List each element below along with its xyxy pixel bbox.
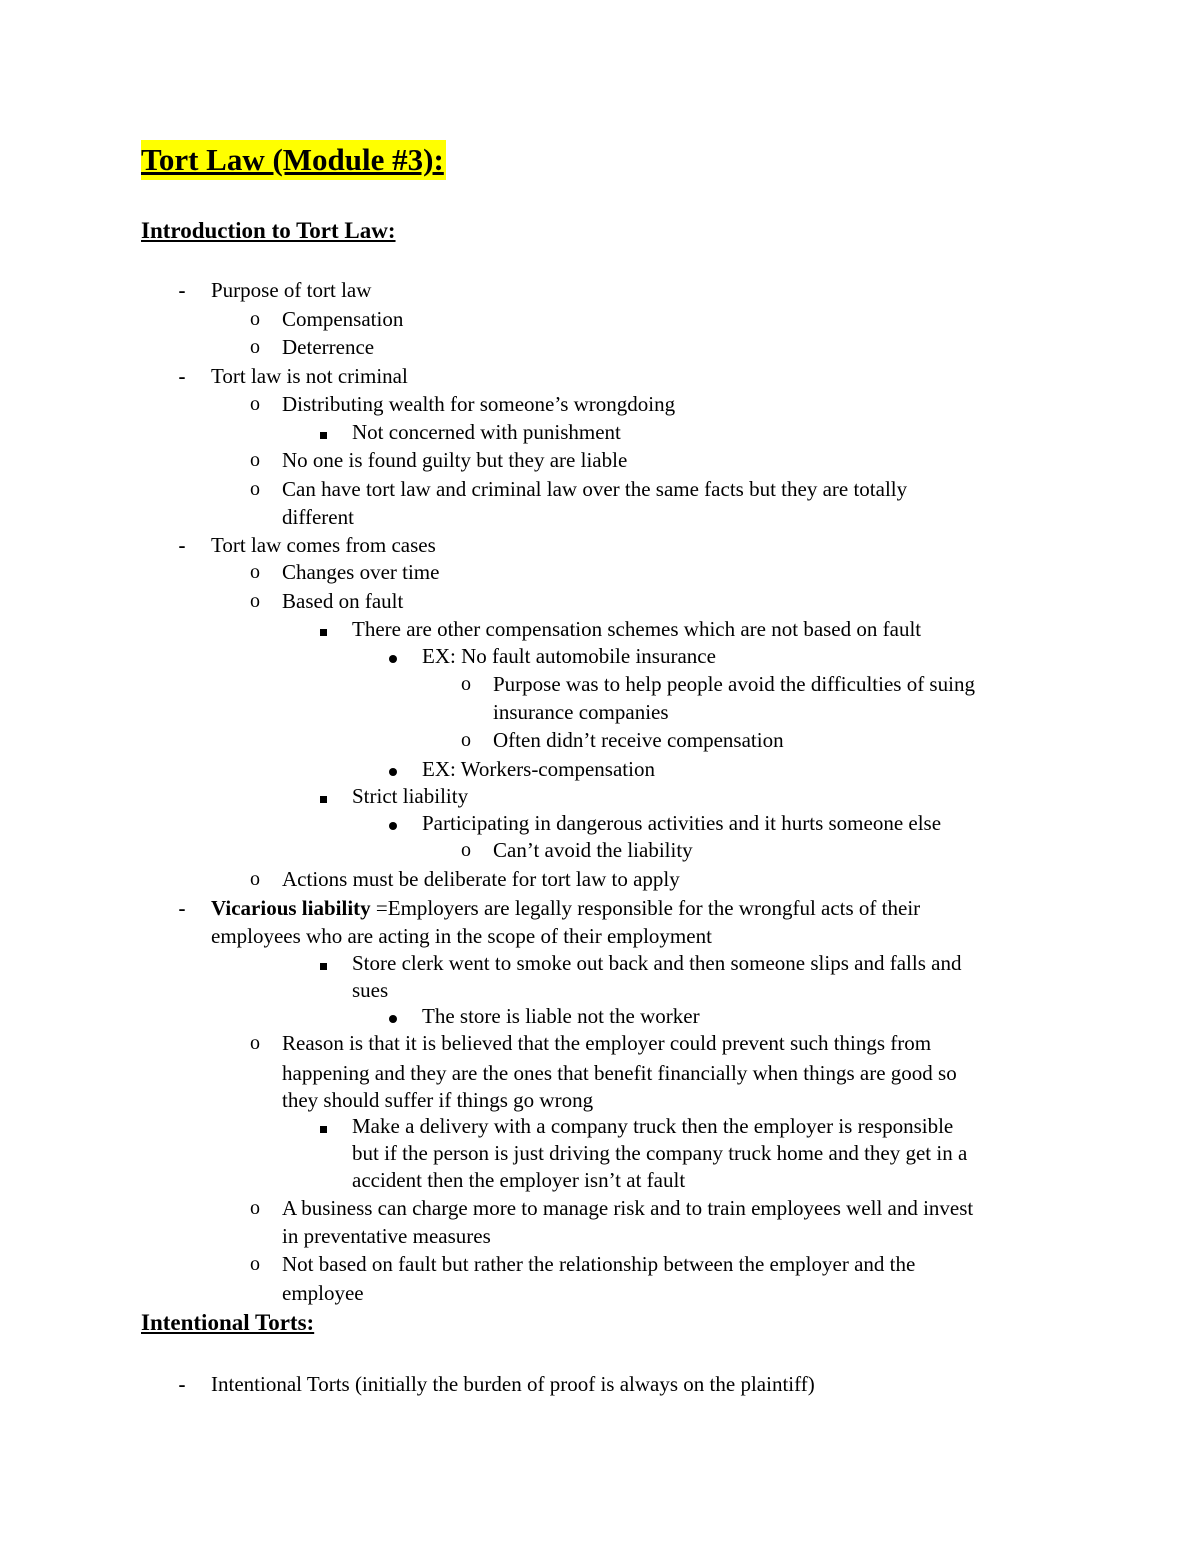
list-item: Not concerned with punishment xyxy=(352,420,621,444)
circle-bullet: o xyxy=(250,336,260,358)
definition-text: =Employers are legally responsible for the wrongful acts of their xyxy=(370,896,921,920)
list-item-continuation: but if the person is just driving the company truck home and they get in a xyxy=(352,1141,968,1165)
list-item: A business can charge more to manage risk and to train employees well and invest xyxy=(282,1196,974,1220)
list-item: Intentional Torts (initially the burden of proof is always on the plaintiff) xyxy=(211,1372,815,1396)
round-bullet xyxy=(381,1002,405,1030)
dash-bullet: - xyxy=(178,278,186,302)
circle-bullet: o xyxy=(461,729,471,751)
list-item: Can’t avoid the liability xyxy=(493,838,693,862)
list-item: There are other compensation schemes which are not based on fault xyxy=(352,617,922,641)
list-item-continuation: employee xyxy=(282,1281,364,1305)
list-item-continuation: employees who are acting in the scope of their employment xyxy=(211,924,712,948)
circle-bullet: o xyxy=(250,393,260,415)
list-item-continuation: happening and they are the ones that benefit financially when things are good so xyxy=(282,1061,957,1085)
dash-bullet: - xyxy=(178,364,186,388)
list-item: Make a delivery with a company truck then the employer is responsible xyxy=(352,1114,954,1138)
list-item: Based on fault xyxy=(282,589,404,613)
list-item-continuation: they should suffer if things go wrong xyxy=(282,1088,594,1112)
term-vicarious-liability: Vicarious liability xyxy=(211,896,371,920)
square-bullet xyxy=(311,1112,335,1140)
list-item: Distributing wealth for someone’s wrongdoing xyxy=(282,392,676,416)
list-item: Participating in dangerous activities and it hurts someone else xyxy=(422,811,942,835)
circle-bullet: o xyxy=(461,839,471,861)
circle-bullet: o xyxy=(250,449,260,471)
list-item-continuation: accident then the employer isn’t at fault xyxy=(352,1168,686,1192)
section-heading-introduction: Introduction to Tort Law: xyxy=(141,218,396,243)
square-bullet xyxy=(311,615,335,643)
list-item: Not based on fault but rather the relationship between the employer and the xyxy=(282,1252,916,1276)
circle-bullet: o xyxy=(250,868,260,890)
list-item: The store is liable not the worker xyxy=(422,1004,700,1028)
list-item: EX: No fault automobile insurance xyxy=(422,644,716,668)
square-bullet xyxy=(311,782,335,810)
list-item: No one is found guilty but they are liable xyxy=(282,448,628,472)
list-item: Purpose of tort law xyxy=(211,278,372,302)
square-bullet xyxy=(311,418,335,446)
list-item: Can have tort law and criminal law over the same facts but they are totally xyxy=(282,477,908,501)
circle-bullet: o xyxy=(250,561,260,583)
list-item: Actions must be deliberate for tort law to apply xyxy=(282,867,680,891)
list-item: Often didn’t receive compensation xyxy=(493,728,784,752)
list-item: EX: Workers-compensation xyxy=(422,757,655,781)
circle-bullet: o xyxy=(250,1197,260,1219)
round-bullet xyxy=(381,642,405,670)
dash-bullet: - xyxy=(178,1372,186,1396)
list-item: Strict liability xyxy=(352,784,469,808)
dash-bullet: - xyxy=(178,533,186,557)
circle-bullet: o xyxy=(250,1032,260,1054)
square-bullet xyxy=(311,949,335,977)
section-heading-intentional-torts: Intentional Torts: xyxy=(141,1310,315,1335)
list-item: Compensation xyxy=(282,307,404,331)
list-item: Reason is that it is believed that the employer could prevent such things from xyxy=(282,1031,932,1055)
list-item-continuation: sues xyxy=(352,978,389,1002)
list-item: Store clerk went to smoke out back and then someone slips and falls and xyxy=(352,951,962,975)
dash-bullet: - xyxy=(178,896,186,920)
circle-bullet: o xyxy=(461,673,471,695)
round-bullet xyxy=(381,809,405,837)
circle-bullet: o xyxy=(250,590,260,612)
list-item: Changes over time xyxy=(282,560,440,584)
circle-bullet: o xyxy=(250,1253,260,1275)
list-item-continuation: different xyxy=(282,505,354,529)
document-title: Tort Law (Module #3): xyxy=(141,140,446,180)
list-item xyxy=(211,894,920,922)
list-item: Tort law comes from cases xyxy=(211,533,436,557)
circle-bullet: o xyxy=(250,308,260,330)
list-item-continuation: insurance companies xyxy=(493,700,669,724)
circle-bullet: o xyxy=(250,478,260,500)
round-bullet xyxy=(381,755,405,783)
list-item-continuation: in preventative measures xyxy=(282,1224,491,1248)
list-item: Tort law is not criminal xyxy=(211,364,408,388)
list-item: Deterrence xyxy=(282,335,375,359)
list-item: Purpose was to help people avoid the difficulties of suing xyxy=(493,672,975,696)
